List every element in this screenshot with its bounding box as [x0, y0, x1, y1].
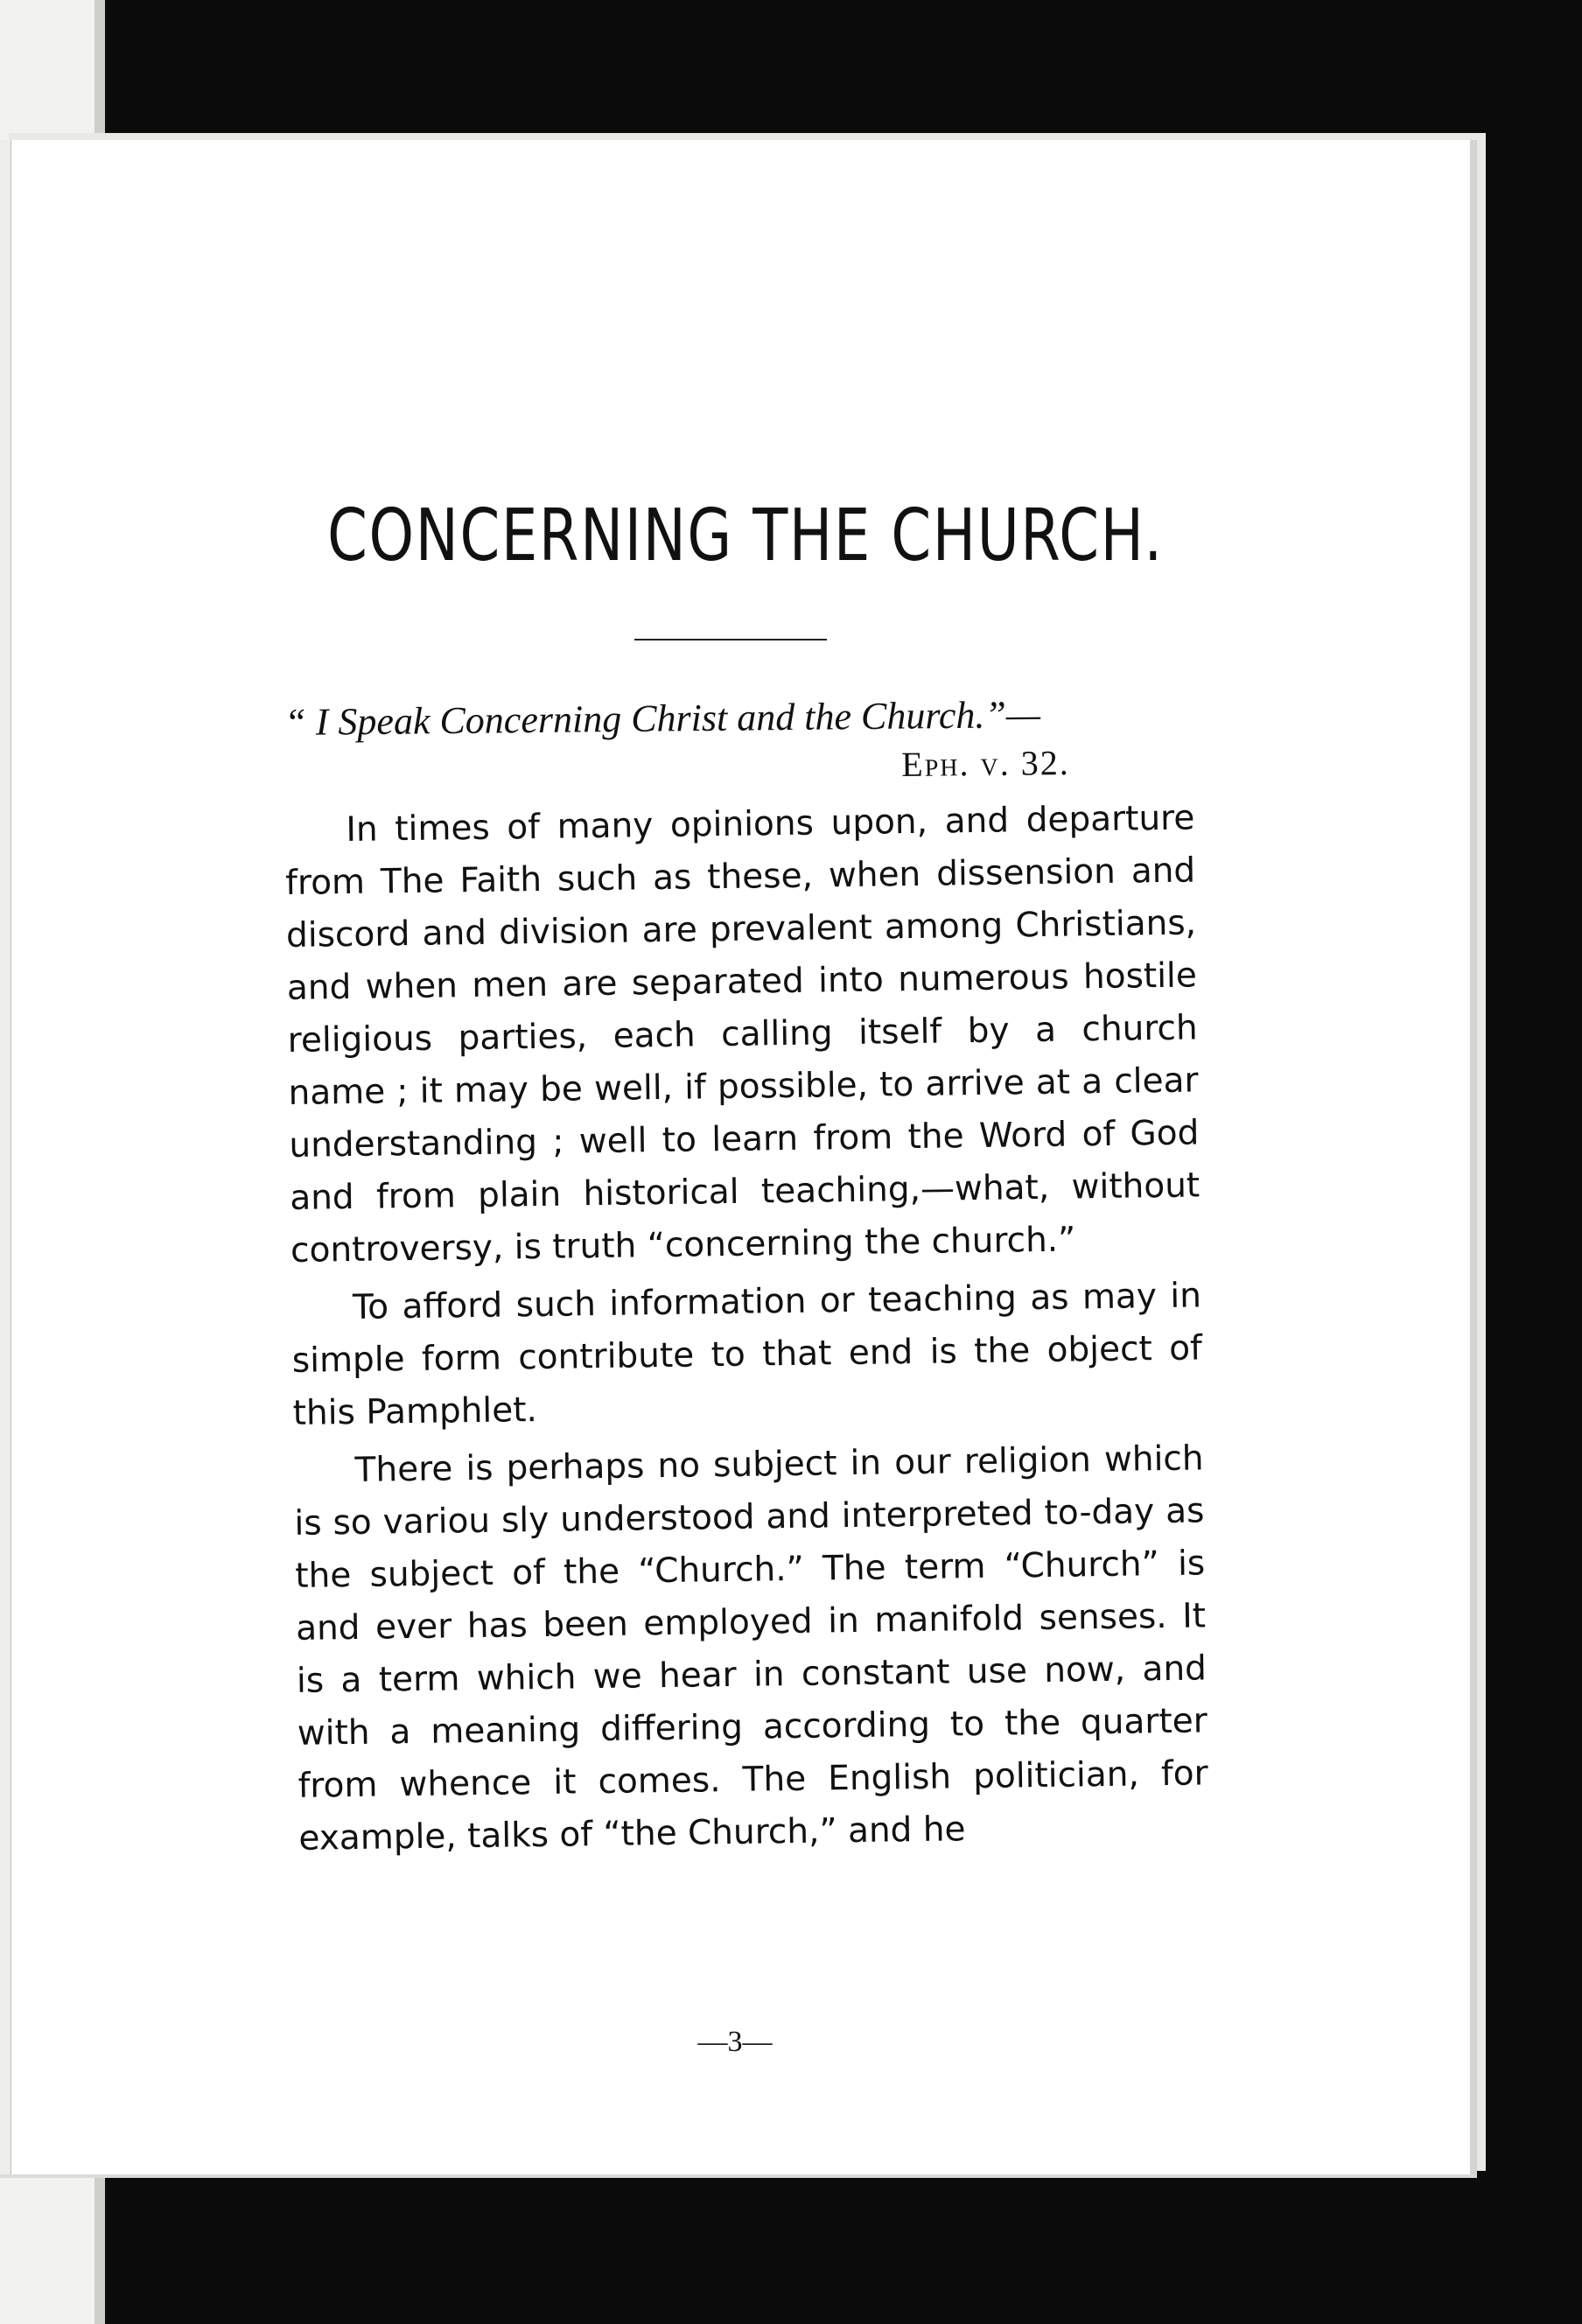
paragraph: In times of many opinions upon, and departure from The Faith such as these, when dissension and discord and division are prevalent among Christians, and when men are separated into numerous hostile religious parties, each calling itself by a church name ; it may be well, if possible, to arrive at a clear understanding ; well to learn from the Word of God and from plain historical teaching,—what, without controversy, is truth “concerning the church.” — [284, 798, 1200, 1270]
paragraph: There is perhaps no subject in our religion which is so variou sly understood and interpreted to-day as the subject of the “Church.” The term “Church” is and ever has been employed in manifold senses. It is a term which we hear in constant use now, and with a meaning differing according to the quarter from whence it comes. The English politician, for example, talks of “the Church,” and he — [294, 1438, 1208, 1858]
document-page — [0, 140, 1477, 2178]
page-title: CONCERNING THE CHURCH. — [327, 494, 1164, 578]
title-divider — [634, 639, 827, 640]
page-left-edge — [0, 140, 11, 2174]
body-text — [284, 792, 1209, 1865]
page-number: —3— — [697, 2026, 773, 2058]
epigraph-quote: “ I Speak Concerning Christ and the Church.”— — [284, 692, 1041, 744]
paragraph: To afford such information or teaching as may in simple form contribute to that end is the object of this Pamphlet. — [291, 1276, 1203, 1433]
epigraph-reference: Eph. v. 32. — [901, 742, 1070, 784]
